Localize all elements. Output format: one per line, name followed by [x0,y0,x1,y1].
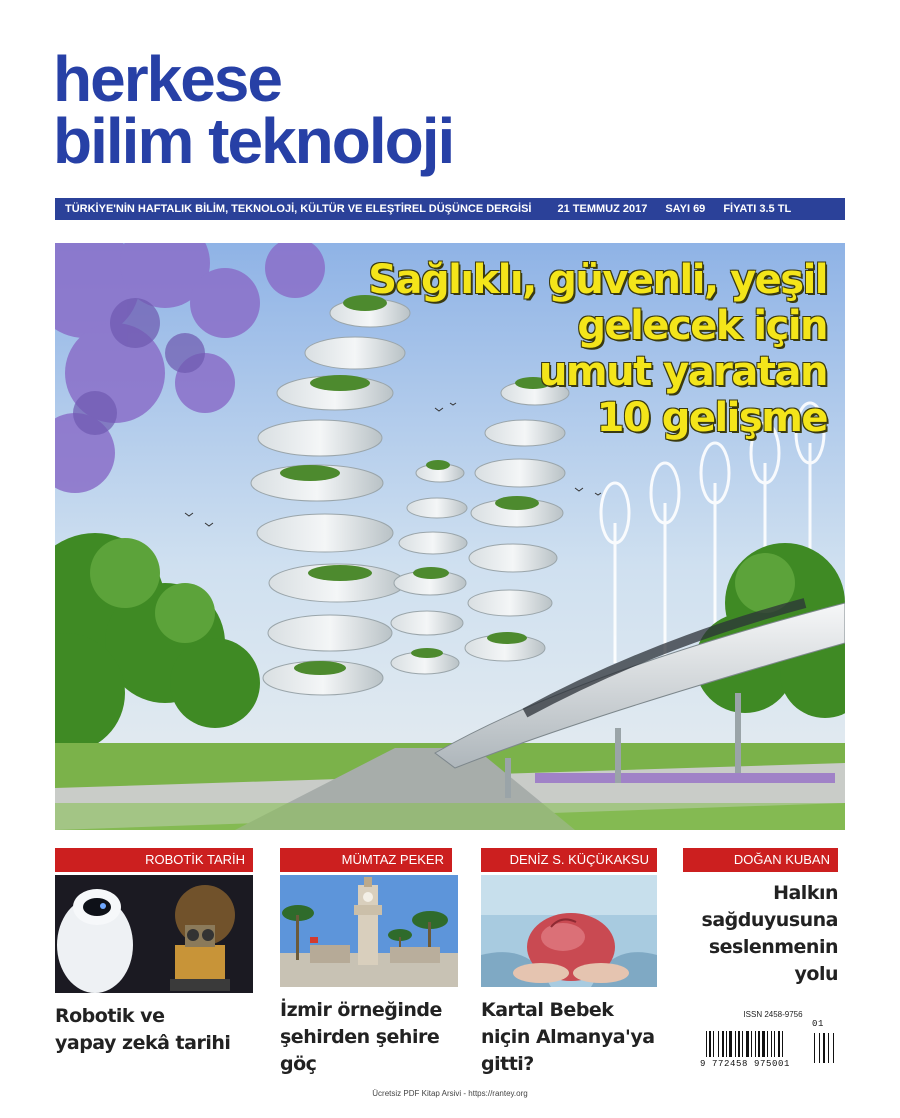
title-line: Kartal Bebek [481,999,614,1021]
barcode-bars [700,1021,842,1069]
article-kuban[interactable] [683,848,838,988]
article-robotik[interactable] [55,848,253,1057]
issue-date: 21 TEMMUZ 2017 [557,203,648,215]
title-line: sağduyusuna [701,909,838,931]
title-line: Robotik ve [55,1005,165,1027]
barcode-addon: 01 [812,1019,825,1029]
title-line: göç [280,1053,317,1075]
masthead [53,44,453,176]
heart-in-hands-thumbnail [481,875,657,987]
article-tag: DENİZ S. KÜÇÜKAKSU [481,848,657,872]
barcode-digits: 9 772458 975001 [700,1059,791,1069]
issn-label: ISSN 2458-9756 [743,1010,803,1019]
masthead-line-2: bilim teknoloji [53,105,454,177]
masthead-line-1: herkese [53,43,281,115]
headline-line: gelecek için [577,303,827,349]
article-title [55,1003,253,1057]
article-title [481,997,657,1078]
footer-credit: Ücretsiz PDF Kitap Arsivi - https://rantey.org [372,1089,528,1098]
article-izmir[interactable] [280,848,452,1078]
article-title [280,997,452,1078]
title-line: yolu [794,963,838,985]
article-tag: DOĞAN KUBAN [683,848,838,872]
title-line: yapay zekâ tarihi [55,1032,231,1054]
issue-price: FİYATI 3.5 TL [723,203,792,215]
title-line: Halkın [773,882,838,904]
article-tag: MÜMTAZ PEKER [280,848,452,872]
robot-thumbnail [55,875,253,993]
headline-line: Sağlıklı, güvenli, yeşil [368,257,827,303]
issue-number: SAYI 69 [665,203,706,215]
title-line: niçin Almanya'ya [481,1026,655,1048]
article-kartal-bebek[interactable] [481,848,657,1078]
cover-image [55,243,845,830]
article-title [683,880,838,988]
tagline: TÜRKİYE'NİN HAFTALIK BİLİM, TEKNOLOJİ, KÜLTÜR VE ELEŞTİREL DÜŞÜNCE DERGİSİ [65,203,532,215]
title-line: şehirden şehire [280,1026,440,1048]
article-tag: ROBOTİK TARİH [55,848,253,872]
title-line: gitti? [481,1053,534,1075]
issue-meta [557,203,791,215]
title-line: İzmir örneğinde [280,999,442,1021]
barcode [700,1010,842,1069]
title-line: seslenmenin [708,936,838,958]
cover-headline [368,257,827,441]
info-bar [55,198,845,220]
headline-line: 10 gelişme [596,395,827,441]
headline-line: umut yaratan [538,349,827,395]
clock-tower-thumbnail [280,875,458,987]
